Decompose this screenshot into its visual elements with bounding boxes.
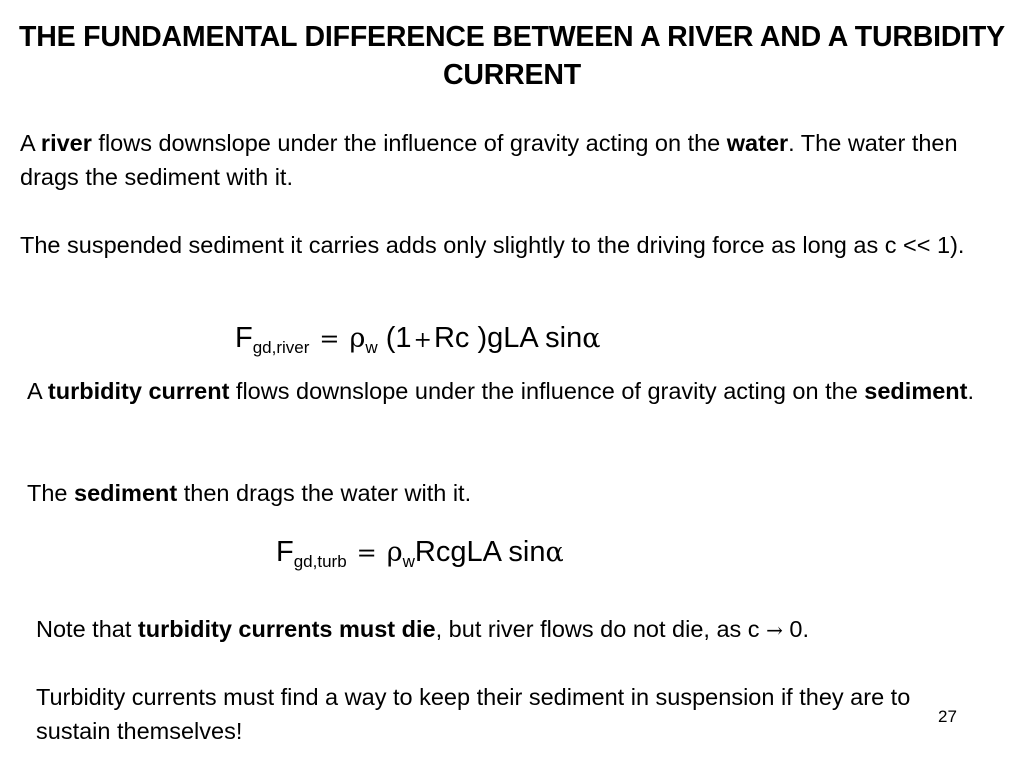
text-span: The xyxy=(27,480,75,506)
sustain-paragraph: Turbidity currents must find a way to keep their sediment in suspension if they are to sustain themselves! xyxy=(36,684,911,744)
text-span: then drags the water with it. xyxy=(177,480,472,506)
eq-text: RcgLA sin xyxy=(414,536,546,568)
sediment-drags-paragraph xyxy=(27,476,1012,510)
bold-must-die: turbidity currents must die xyxy=(137,616,436,642)
text-span: flows downslope under the influence of gravity acting on the xyxy=(91,130,727,156)
text-span: . xyxy=(967,378,974,404)
text-span: 0. xyxy=(782,616,809,642)
eq-text: Rc )gLA sin xyxy=(433,322,583,354)
text-span: , but river flows do not die, as c xyxy=(435,616,767,642)
equals-sign: = xyxy=(319,325,340,353)
eq-symbol: F xyxy=(276,536,294,568)
page-number: 27 xyxy=(938,707,957,726)
arrow-icon: → xyxy=(766,618,783,642)
eq-subscript: gd,river xyxy=(252,338,310,357)
plus-sign: + xyxy=(413,328,432,353)
equals-sign: = xyxy=(356,539,377,567)
must-die-paragraph xyxy=(36,612,1016,647)
suspended-sediment-paragraph: The suspended sediment it carries adds only slightly to the driving force as long as c << 1). xyxy=(20,232,965,258)
eq-subscript: w xyxy=(365,338,378,357)
text-span: A xyxy=(27,378,48,404)
rho-symbol: ρ xyxy=(349,323,366,354)
bold-river: river xyxy=(40,130,92,156)
rho-symbol: ρ xyxy=(386,537,403,568)
alpha-symbol: α xyxy=(545,537,564,568)
text-span: flows downslope under the influence of gravity acting on the xyxy=(229,378,865,404)
bold-sediment: sediment xyxy=(864,378,968,404)
bold-turbidity-current: turbidity current xyxy=(47,378,230,404)
bold-water: water xyxy=(726,130,789,156)
slide-title: THE FUNDAMENTAL DIFFERENCE BETWEEN A RIVER AND A TURBIDITY CURRENT xyxy=(19,21,1005,91)
eq-symbol: F xyxy=(235,322,253,354)
eq-subscript: gd,turb xyxy=(293,552,347,571)
text-span: Note that xyxy=(36,616,138,642)
turbidity-force-equation xyxy=(276,532,564,573)
eq-subscript: w xyxy=(402,552,415,571)
text-span: A xyxy=(20,130,41,156)
eq-text: (1 xyxy=(377,322,412,354)
river-paragraph xyxy=(20,126,1010,194)
turbidity-current-paragraph xyxy=(27,374,1012,408)
alpha-symbol: α xyxy=(582,323,601,354)
river-force-equation xyxy=(235,318,600,361)
bold-sediment: sediment xyxy=(74,480,178,506)
text-span: . The water then drags the sediment with it. xyxy=(20,130,958,190)
